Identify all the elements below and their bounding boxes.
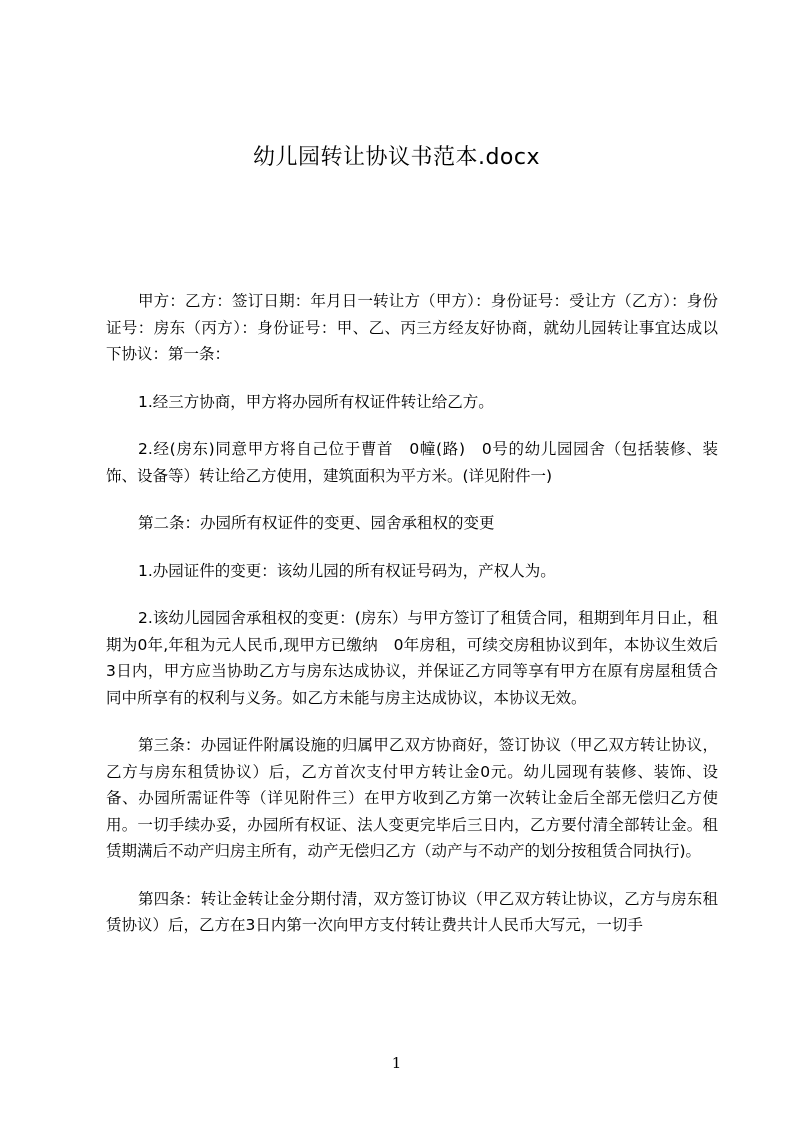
paragraph-article-4: 第四条：转让金转让金分期付清，双方签订协议（甲乙双方转让协议，乙方与房东租赁协议）后，乙方在3日内第一次向甲方支付转让费共计人民币大写元，一切手 (106, 889, 718, 934)
paragraph-article-3: 第三条：办园证件附属设施的归属甲乙双方协商好，签订协议（甲乙双方转让协议，乙方与房东租赁协议）后，乙方首次支付甲方转让金0元。幼儿园现有装修、装饰、设备、办园所需证件等（详见附件三）在甲方收到乙方第一次转让金后全部无偿归乙方使用。一切手续办妥，办园所有权证、法人变更完毕后三日内，乙方要付清全部转让金。租赁期满后不动产归房主所有，动产无偿归乙方（动产与不动产的划分按租赁合同执行)。 (106, 736, 718, 860)
paragraph-article-1-item-2: 2.经(房东)同意甲方将自己位于曹首 0幢(路) 0号的幼儿园园舍（包括装修、装饰、设备等）转让给乙方使用，建筑面积为平方米。(详见附件一) (106, 440, 718, 485)
paragraph-article-1-item-1: 1.经三方协商，甲方将办园所有权证件转让给乙方。 (138, 392, 494, 411)
paragraph-preamble: 甲方：乙方：签订日期：年月日一转让方（甲方）：身份证号：受让方（乙方）：身份证号：房东（丙方）：身份证号：甲、乙、丙三方经友好协商，就幼儿园转让事宜达成以下协议：第一条： (106, 292, 718, 363)
paragraph-article-2-item-2: 2.该幼儿园园舍承租权的变更：(房东）与甲方签订了租赁合同，租期到年月日止，租期为0年,年租为元人民币,现甲方已缴纳 0年房租，可续交房租协议到年，本协议生效后3日内，甲方应当协助乙方与房东达成协议，并保证乙方同等享有甲方在原有房屋租赁合同中所享有的权利与义务。如乙方未能与房主达成协议，本协议无效。 (106, 609, 718, 707)
paragraph-article-2-heading: 第二条：办园所有权证件的变更、园舍承租权的变更 (138, 514, 495, 532)
document-body (106, 288, 718, 960)
paragraph-article-2-item-1: 1.办园证件的变更：该幼儿园的所有权证号码为，产权人为。 (138, 561, 556, 580)
document-title: 幼儿园转让协议书范本.docx (252, 145, 541, 170)
page-number: 1 (391, 1054, 402, 1072)
